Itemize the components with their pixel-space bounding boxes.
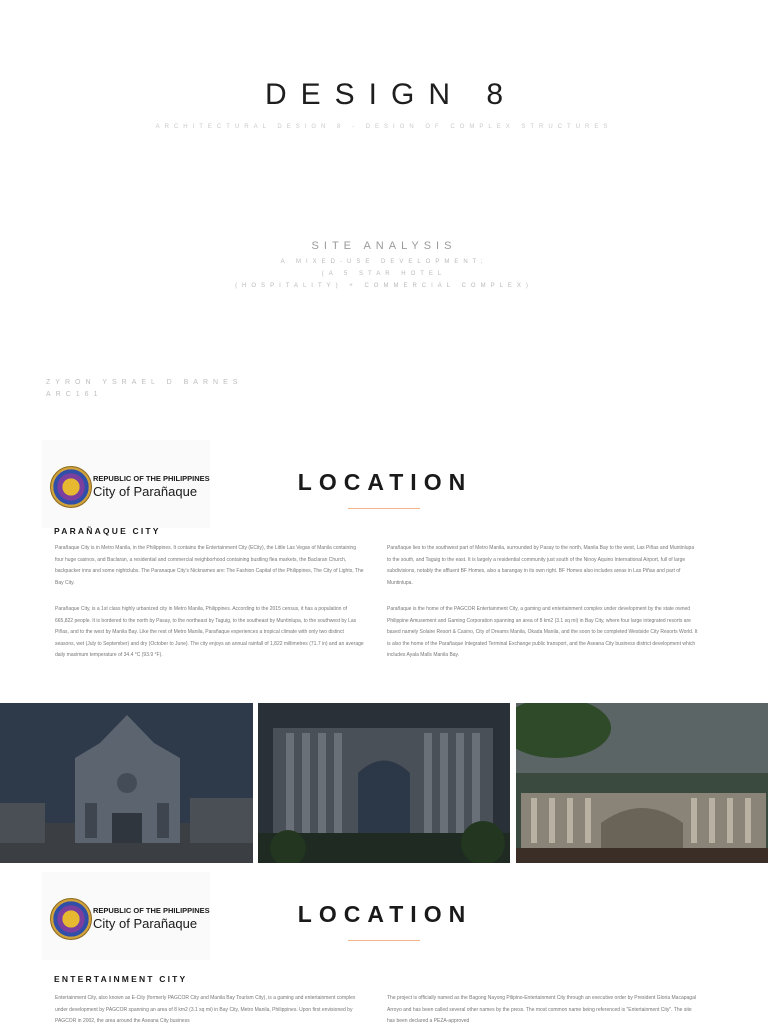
city-hall-photo bbox=[516, 703, 768, 863]
seal-republic-text: REPUBLIC OF THE PHILIPPINES bbox=[93, 474, 210, 483]
paragraph: Parañaque City, is a 1st class highly urbanized city in Metro Manila, Philippines. According to the 2015 census, it has a population of 665,822 people. It is bordered to the north by Pasay, to the northeast by Taguig, to the southeast by Muntinlupa, to the southwest by Las Piñas, and to the west by Manila Bay. Like the rest of Metro Manila, Parañaque experiences a tropical climate with only two distinct seasons, wet (July to September) and dry (October to June). The city enjoys an annual rainfall of 1,822 millimetres (71.7 in) and an average daily maximum temperature of 34.4 °C (93.9 °F). bbox=[55, 606, 364, 658]
cathedral-photo bbox=[258, 703, 510, 863]
seal-city-text: City of Parañaque bbox=[93, 484, 198, 499]
heading-divider bbox=[348, 508, 420, 509]
city-seal-icon bbox=[50, 898, 92, 940]
city-seal-banner bbox=[42, 872, 210, 960]
document-title: DESIGN 8 bbox=[264, 78, 518, 111]
site-analysis-heading: SITE ANALYSIS bbox=[311, 240, 457, 252]
heading-divider bbox=[348, 940, 420, 941]
course-code: ARC161 bbox=[46, 391, 103, 398]
section-subheading: ENTERTAINMENT CITY bbox=[54, 974, 188, 984]
church-photo bbox=[0, 703, 253, 863]
section-subheading: PARAÑAQUE CITY bbox=[54, 526, 161, 536]
seal-city-text: City of Parañaque bbox=[93, 916, 198, 931]
paragraph: Entertainment City, also known as E-City (formerly PAGCOR City and Manila Bay Tourism City), is a gaming and entertainment complex under development by PAGCOR spanning an area of 8 km2 (3.1 sq mi) in Bay City, Metro Manila, Philippines. Upon first envisioned by PAGCOR in 2002, the area around the Aseana City business bbox=[55, 995, 356, 1024]
paragraph: Parañaque is the home of the PAGCOR Entertainment City, a gaming and entertainment complex under development by the state owned Philippine Amusement and Gaming Corporation spanning an area of 8 km2 (3.1 sq mi) in Bay City, where four large integrated resorts are based namely Solaire Resort & Casino, City of Dreams Manila, Okada Manila, and the soon to be completed Westside City Resorts World. It is also the home of the Parañaque Integrated Terminal Exchange public transport, and the Aseana City business district development which includes Ayala Malls Manila Bay. bbox=[387, 606, 698, 658]
site-line-2: (A 5 STAR HOTEL bbox=[321, 271, 447, 277]
section-heading: LOCATION bbox=[297, 901, 473, 927]
paragraph: Parañaque lies to the southwest part of Metro Manila, surrounded by Pasay to the north, Manila Bay to the west, Las Piñas and Muntinlupa to the south, and Taguig to the east. It is largely a residential community just south of the Ninoy Aquino International Airport, full of large subdivisions, notably the affluent BF Homes, also a barangay in its own right. BF Homes also includes areas in Las Piñas and part of Muntinlupa. bbox=[387, 545, 695, 586]
site-line-1: A MIXED-USE DEVELOPMENT; bbox=[280, 259, 488, 265]
seal-republic-text: REPUBLIC OF THE PHILIPPINES bbox=[93, 906, 210, 915]
section-heading: LOCATION bbox=[297, 469, 473, 495]
author-name: ZYRON YSRAEL D BARNES bbox=[46, 379, 243, 386]
document-subtitle: ARCHITECTURAL DESIGN 8 - DESIGN OF COMPLEX STRUCTURES bbox=[155, 124, 613, 130]
paragraph: The project is officially named as the Bagong Nayong Pilipino-Entertainment City through an executive order by President Gloria Macapagal Arroyo and has been called several other names by the press. The most common name being referenced is "Entertainment City". The site has been declared a PEZA-approved bbox=[387, 995, 696, 1024]
city-seal-icon bbox=[50, 466, 92, 508]
site-line-3: (HOSPITALITY) + COMMERCIAL COMPLEX) bbox=[235, 283, 533, 289]
city-seal-banner bbox=[42, 440, 210, 528]
paragraph: Parañaque City is in Metro Manila, in the Philippines. It contains the Entertainment City (ECity), the Little Las Vegas of Manila containing four huge casinos, and Baclaran, a residential and commercial neighborhood containing bustling flea markets, the Baclaran Church, backpacker inns and some nightclubs. The Paranaque City's Nicknames are: The Fashion Capital of the Philippines, The City of Lights, The Bay City. bbox=[55, 545, 364, 586]
